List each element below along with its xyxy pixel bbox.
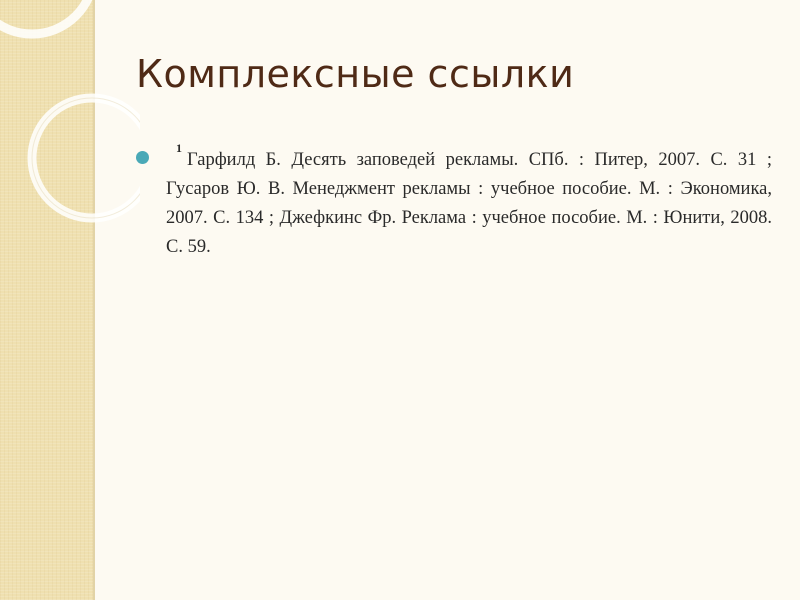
reference-text: Гарфилд Б. Десять заповедей рекламы. СПб. : Питер, 2007. С. 31 ; Гусаров Ю. В. Менеджмент рекламы : учебное пособие. М. : Экономика, 2007. С. 134 ; Джефкинс Фр. Реклама : учебное пособие. М. : Юнити, 2008. С. 59. xyxy=(166,150,772,258)
decorative-rings-icon xyxy=(0,0,140,230)
reference-bullet xyxy=(136,140,772,262)
slide-title: Комплексные ссылки xyxy=(136,52,575,96)
footnote-marker: 1 xyxy=(176,141,182,155)
reference-text-block xyxy=(166,140,772,262)
bullet-dot-icon xyxy=(136,151,149,164)
